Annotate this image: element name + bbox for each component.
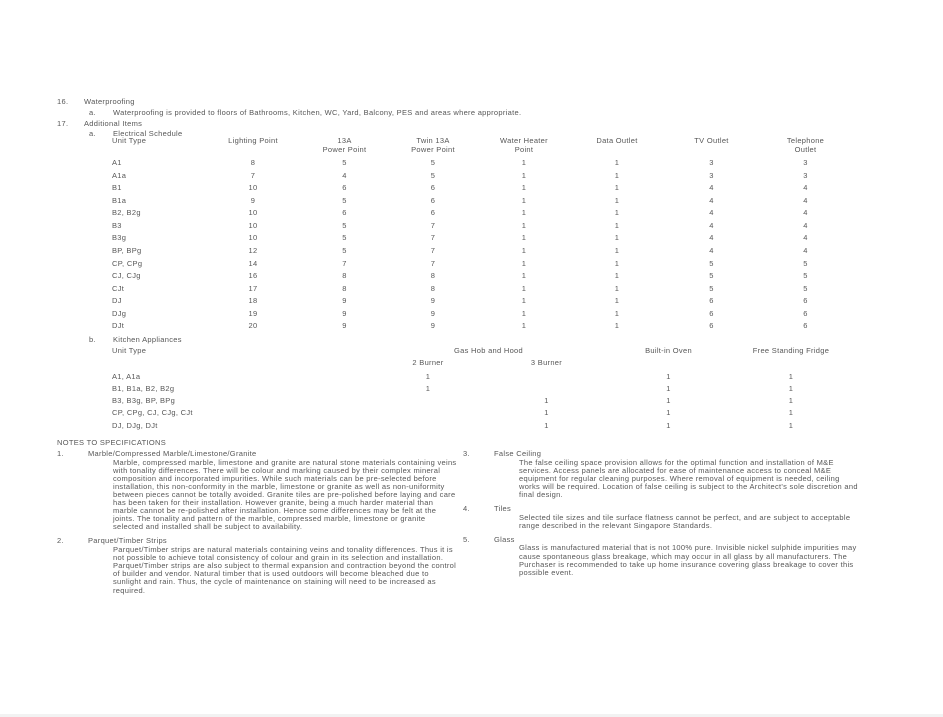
13a-power-point-cell: 5 (342, 220, 347, 230)
unit-type-cell: B2, B2g (112, 208, 141, 218)
unit-type-header: Unit Type (112, 346, 147, 355)
note-number: 3. (463, 449, 470, 458)
lighting-point-cell: 10 (248, 208, 258, 218)
data-outlet-cell: 1 (614, 195, 620, 205)
data-outlet-cell: 1 (614, 220, 620, 230)
tv-outlet-cell: 4 (709, 246, 714, 256)
tv-outlet-cell: 3 (709, 170, 714, 180)
gas-hob-header: Gas Hob and Hood (453, 346, 523, 355)
water-heater-cell: 1 (521, 258, 527, 268)
table-row (112, 182, 852, 195)
note-body: Marble, compressed marble, limestone and granite are natural stone materials containing veins with tonality differences. There will be colour and marking caused by their complex mineral composition and incorporated impurities. While such materials can be pre-selected before installation, this non-conformity in the marble, limestone or granite as well as non-uniformity between pieces cannot be totally avoided. Granite tiles are pre-polished before laying and care has been taken for their installation. However granite, being a much harder material than marble cannot be re-polished after installation. Hence some differences may be felt at the joints. The tonality and pattern of the marble, compressed marble, limestone or granite selected and installed shall be subject to availability. (113, 457, 457, 532)
table-row (112, 157, 852, 170)
13a-power-point-cell: 8 (342, 283, 347, 293)
notes-left-column (57, 450, 457, 601)
13a-power-point-cell: 9 (342, 321, 347, 331)
electrical-header-row (112, 137, 852, 154)
telephone-outlet-cell: 4 (803, 233, 808, 243)
twin-13a-cell: 9 (430, 321, 436, 331)
kitchen-rows (112, 371, 852, 432)
tv-outlet-cell: 5 (709, 283, 714, 293)
fridge-cell: 1 (788, 408, 794, 418)
column-header (478, 137, 570, 154)
table-row (112, 258, 852, 271)
note-content (494, 505, 861, 530)
water-heater-cell: 1 (521, 283, 527, 293)
column-header (664, 137, 759, 154)
fridge-cell: 1 (788, 396, 794, 406)
spacer-cell (730, 358, 852, 367)
telephone-outlet-cell: 5 (803, 283, 808, 293)
fridge-cell: 1 (788, 420, 794, 430)
unit-type-cell: B1a (112, 195, 127, 205)
table-row (112, 245, 852, 258)
item-17-heading (0, 119, 943, 129)
notes-right-column (463, 450, 861, 583)
table-row (112, 320, 852, 333)
tv-outlet-cell: 4 (709, 220, 714, 230)
lighting-point-cell: 12 (248, 246, 258, 256)
water-heater-cell: 1 (521, 233, 527, 243)
twin-13a-cell: 6 (430, 195, 436, 205)
unit-type-cell: DJt (112, 321, 125, 331)
header-line-1: Unit Type (112, 136, 147, 145)
note-item (463, 505, 861, 530)
burner-3-cell: 1 (544, 396, 549, 406)
table-row (112, 383, 852, 395)
unit-type-cell: DJg (112, 308, 127, 318)
data-outlet-cell: 1 (614, 208, 620, 218)
note-item (57, 450, 457, 531)
unit-type-cell: B1, B1a, B2, B2g (112, 383, 175, 393)
lighting-point-cell: 20 (248, 321, 258, 331)
kitchen-appliances-table (112, 346, 852, 432)
fridge-cell: 1 (788, 383, 794, 393)
twin-13a-cell: 6 (430, 208, 436, 218)
twin-13a-cell: 6 (430, 183, 436, 193)
unit-type-cell: B1 (112, 183, 122, 193)
13a-power-point-cell: 7 (342, 258, 347, 268)
header-line-2: Outlet (794, 144, 817, 154)
lighting-point-cell: 16 (248, 271, 258, 281)
note-number: 5. (463, 534, 470, 544)
note-item (57, 537, 457, 594)
telephone-outlet-cell: 5 (803, 271, 808, 281)
tv-outlet-cell: 5 (709, 271, 714, 281)
data-outlet-cell: 1 (614, 283, 620, 293)
twin-13a-cell: 7 (430, 220, 436, 230)
header-line-1: Water Heater (500, 136, 548, 145)
lighting-point-cell: 8 (250, 158, 256, 168)
item-number: 16. (57, 97, 69, 106)
twin-13a-cell: 9 (430, 296, 436, 306)
twin-13a-cell: 9 (430, 308, 436, 318)
data-outlet-cell: 1 (614, 308, 620, 318)
water-heater-cell: 1 (521, 208, 527, 218)
data-outlet-cell: 1 (614, 246, 620, 256)
telephone-outlet-cell: 3 (803, 170, 808, 180)
twin-13a-cell: 7 (430, 246, 436, 256)
unit-type-cell: DJ (112, 296, 122, 306)
note-title: Marble/Compressed Marble/Limestone/Granite (88, 449, 257, 458)
header-line-2: Power Point (322, 144, 367, 154)
telephone-outlet-cell: 4 (803, 208, 808, 218)
twin-13a-cell: 5 (430, 170, 436, 180)
column-header (205, 137, 301, 154)
unit-type-cell: A1a (112, 170, 127, 180)
table-row (112, 295, 852, 308)
tv-outlet-cell: 6 (709, 296, 714, 306)
table-row (112, 232, 852, 245)
unit-type-cell: CJ, CJg (112, 271, 141, 281)
13a-power-point-cell: 6 (342, 208, 347, 218)
note-body: Glass is manufactured material that is not 100% pure. Invisible nickel sulphide impurities may cause spontaneous glass breakage, which may occur in all glass by all manufacturers. The Purchaser is recommended to take up home insurance covering glass breakage to cover this possible event. (519, 543, 857, 577)
water-heater-cell: 1 (521, 195, 527, 205)
oven-cell: 1 (666, 371, 671, 381)
data-outlet-cell: 1 (614, 233, 620, 243)
water-heater-cell: 1 (521, 220, 527, 230)
unit-type-cell: BP, BPg (112, 246, 142, 256)
burner-2-cell (370, 420, 486, 432)
column-header (570, 137, 664, 154)
lighting-point-cell: 19 (248, 308, 258, 318)
sub-item-text: Waterproofing is provided to floors of Bathrooms, Kitchen, WC, Yard, Balcony, PES and areas where appropriate. (113, 108, 522, 117)
note-body: The false ceiling space provision allows for the optimal function and installation of M&E services. Access panels are allocated for ease of maintenance access to conceal M&E equipment for regular cleaning purposes. Where removal of equipment is needed, ceiling works will be required. Location of false ceiling is subject to the Architect's sole discretion and final design. (519, 457, 858, 499)
note-title: Parquet/Timber Strips (88, 536, 167, 546)
13a-power-point-cell: 8 (342, 271, 347, 281)
table-row (112, 308, 852, 321)
header-line-1: 13A (337, 136, 352, 145)
telephone-outlet-cell: 5 (803, 258, 808, 268)
header-line-1: Telephone (786, 136, 825, 145)
column-header (301, 137, 388, 154)
item-title: Additional Items (84, 119, 143, 128)
burner-3-cell: 1 (544, 408, 549, 418)
kitchen-header-row-1 (112, 346, 852, 355)
note-body: Parquet/Timber strips are natural materials containing veins and tonality differences. Thus it is not possible to achieve total consistency of colour and grain in its selection and installation. Parquet/Timber strips are also subject to thermal expansion and contraction beyond the control of builder and vendor. Natural timber that is used outdoors will become bleached due to sunlight and rain. Thus, the cycle of maintenance on staining will need to be increased as required. (113, 545, 457, 595)
lighting-point-cell: 18 (248, 296, 258, 306)
electrical-schedule-table (112, 137, 852, 333)
note-content (88, 450, 457, 531)
tv-outlet-cell: 4 (709, 183, 714, 193)
sub-item-letter: a. (89, 129, 96, 138)
13a-power-point-cell: 9 (342, 296, 347, 306)
data-outlet-cell: 1 (614, 321, 620, 331)
water-heater-cell: 1 (521, 308, 527, 318)
water-heater-cell: 1 (521, 321, 527, 331)
table-row (112, 195, 852, 208)
water-heater-cell: 1 (521, 158, 527, 168)
tv-outlet-cell: 6 (709, 321, 714, 331)
item-title: Waterproofing (84, 97, 135, 106)
tv-outlet-cell: 6 (709, 308, 714, 318)
note-item (463, 450, 861, 499)
note-number: 1. (57, 449, 64, 458)
unit-type-cell: B3 (112, 220, 122, 230)
13a-power-point-cell: 6 (342, 183, 347, 193)
water-heater-cell: 1 (521, 296, 527, 306)
table-row (112, 270, 852, 283)
telephone-outlet-cell: 4 (803, 183, 808, 193)
tv-outlet-cell: 5 (709, 258, 714, 268)
burner-3-cell (486, 383, 607, 395)
13a-power-point-cell: 5 (342, 246, 347, 256)
water-heater-cell: 1 (521, 170, 527, 180)
tv-outlet-cell: 4 (709, 208, 714, 218)
telephone-outlet-cell: 4 (803, 246, 808, 256)
data-outlet-cell: 1 (614, 183, 620, 193)
unit-type-cell: CP, CPg (112, 258, 143, 268)
data-outlet-cell: 1 (614, 296, 620, 306)
telephone-outlet-cell: 4 (803, 195, 808, 205)
tv-outlet-cell: 4 (709, 233, 714, 243)
burner-3-cell (486, 371, 607, 383)
oven-cell: 1 (666, 396, 671, 406)
oven-cell: 1 (666, 420, 671, 430)
notes-section-title: NOTES TO SPECIFICATIONS (57, 438, 166, 447)
built-in-oven-header: Built-in Oven (645, 346, 692, 355)
note-title: Tiles (494, 504, 512, 514)
note-content (494, 450, 861, 499)
column-header (759, 137, 852, 154)
sub-item-letter: b. (89, 335, 96, 344)
tv-outlet-cell: 4 (709, 195, 714, 205)
data-outlet-cell: 1 (614, 271, 620, 281)
twin-13a-cell: 5 (430, 158, 436, 168)
unit-type-cell: A1, A1a (112, 371, 141, 381)
item-16a-line (0, 108, 943, 118)
item-16-heading (0, 97, 943, 107)
column-header (112, 137, 205, 154)
sub-item-title: Kitchen Appliances (113, 335, 182, 344)
unit-type-cell: B3g (112, 233, 127, 243)
13a-power-point-cell: 4 (342, 170, 347, 180)
table-row (112, 420, 852, 432)
twin-13a-cell: 8 (430, 283, 436, 293)
burner-2-header: 2 Burner (412, 358, 444, 367)
note-body: Selected tile sizes and tile surface flatness cannot be perfect, and are subject to acceptable range described in the relevant Singapore Standards. (519, 512, 851, 530)
lighting-point-cell: 17 (248, 283, 258, 293)
13a-power-point-cell: 9 (342, 308, 347, 318)
data-outlet-cell: 1 (614, 170, 620, 180)
13a-power-point-cell: 5 (342, 233, 347, 243)
unit-type-cell: CP, CPg, CJ, CJg, CJt (112, 408, 193, 418)
item-number: 17. (57, 119, 69, 128)
unit-type-cell: CJt (112, 283, 125, 293)
note-title: False Ceiling (494, 449, 542, 458)
data-outlet-cell: 1 (614, 158, 620, 168)
note-content (88, 537, 457, 594)
table-row (112, 170, 852, 183)
table-row (112, 407, 852, 419)
telephone-outlet-cell: 6 (803, 321, 808, 331)
note-content (494, 536, 861, 577)
unit-type-cell: DJ, DJg, DJt (112, 420, 158, 430)
lighting-point-cell: 10 (248, 233, 258, 243)
lighting-point-cell: 10 (248, 220, 258, 230)
data-outlet-cell: 1 (614, 258, 620, 268)
table-row (112, 283, 852, 296)
lighting-point-cell: 7 (250, 170, 256, 180)
13a-power-point-cell: 5 (342, 195, 347, 205)
column-header (388, 137, 478, 154)
header-line-2: Point (514, 144, 534, 154)
fridge-cell: 1 (788, 371, 794, 381)
twin-13a-cell: 7 (430, 233, 436, 243)
burner-2-cell (370, 407, 486, 419)
water-heater-cell: 1 (521, 271, 527, 281)
note-number: 2. (57, 536, 64, 546)
unit-type-cell: B3, B3g, BP, BPg (112, 396, 176, 406)
lighting-point-cell: 10 (248, 183, 258, 193)
twin-13a-cell: 8 (430, 271, 436, 281)
oven-cell: 1 (666, 383, 671, 393)
tv-outlet-cell: 3 (709, 158, 714, 168)
burner-3-cell: 1 (544, 420, 549, 430)
telephone-outlet-cell: 6 (803, 296, 808, 306)
twin-13a-cell: 7 (430, 258, 436, 268)
oven-cell: 1 (666, 408, 671, 418)
kitchen-header-row-2 (112, 358, 852, 367)
note-title: Glass (494, 534, 515, 544)
13a-power-point-cell: 5 (342, 158, 347, 168)
burner-2-cell: 1 (425, 371, 431, 381)
water-heater-cell: 1 (521, 246, 527, 256)
table-row (112, 220, 852, 233)
unit-type-cell: A1 (112, 158, 122, 168)
burner-3-header: 3 Burner (530, 358, 563, 367)
telephone-outlet-cell: 6 (803, 308, 808, 318)
sub-item-letter: a. (89, 108, 96, 117)
note-item (463, 536, 861, 577)
spacer-cell (112, 358, 370, 367)
fridge-header: Free Standing Fridge (752, 346, 830, 355)
sub-item-title: Electrical Schedule (113, 129, 183, 138)
header-line-1: TV Outlet (694, 136, 729, 145)
electrical-rows (112, 157, 852, 333)
lighting-point-cell: 14 (248, 258, 258, 268)
note-number: 4. (463, 504, 470, 514)
header-line-1: Lighting Point (228, 136, 278, 145)
burner-2-cell (370, 395, 486, 407)
table-row (112, 371, 852, 383)
burner-2-cell: 1 (425, 383, 431, 393)
lighting-point-cell: 9 (250, 195, 256, 205)
telephone-outlet-cell: 4 (803, 220, 808, 230)
table-row (112, 395, 852, 407)
item-17b-heading (0, 335, 943, 345)
spacer-cell (607, 358, 730, 367)
header-line-1: Twin 13A (416, 136, 450, 145)
header-line-2: Power Point (411, 144, 455, 154)
header-line-1: Data Outlet (596, 136, 638, 145)
water-heater-cell: 1 (521, 183, 527, 193)
table-row (112, 207, 852, 220)
telephone-outlet-cell: 3 (803, 158, 808, 168)
